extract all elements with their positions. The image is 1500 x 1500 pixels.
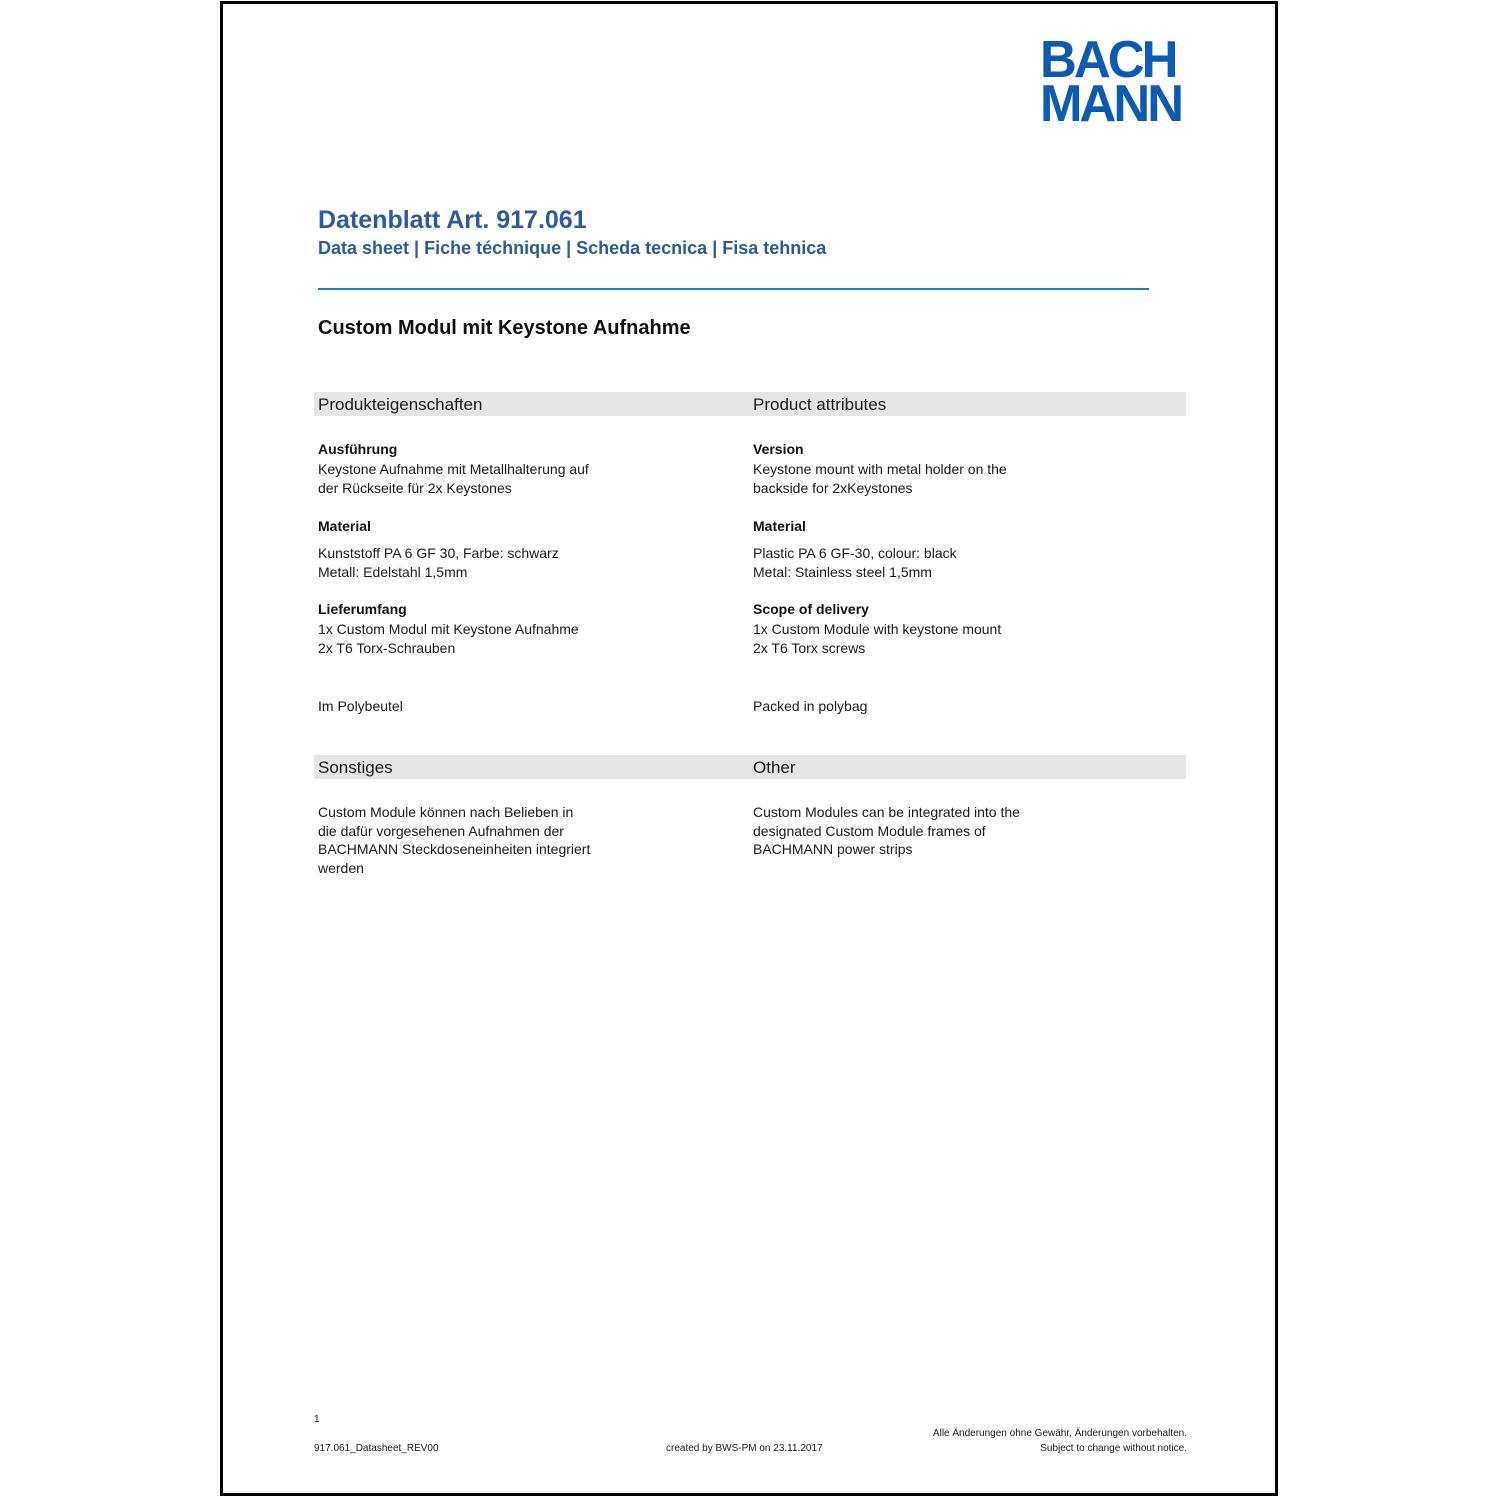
delivery-label-de: Lieferumfang: [318, 601, 407, 617]
section-band-attributes: [314, 392, 1186, 416]
product-name: Custom Modul mit Keystone Aufnahme: [318, 317, 691, 339]
version-label-en: Version: [753, 441, 804, 457]
version-text-en: Keystone mount with metal holder on the backside for 2xKeystones: [753, 461, 1007, 496]
version-text-de: Keystone Aufnahme mit Metallhalterung auf der Rückseite für 2x Keystones: [318, 461, 589, 496]
other-text-de: Custom Module können nach Belieben in die dafür vorgesehenen Aufnahmen der BACHMANN Steckdoseneinheiten integriert werden: [318, 804, 591, 876]
packing-text-en: Packed in polybag: [753, 698, 868, 714]
logo-line-1: BACH: [1040, 31, 1176, 89]
other-heading-en: Other: [753, 758, 796, 777]
footer-created: created by BWS-PM on 23.11.2017: [666, 1443, 823, 1454]
packing-text-de: Im Polybeutel: [318, 698, 403, 714]
material-text-en: Plastic PA 6 GF-30, colour: black Metal: Stainless steel 1,5mm: [753, 545, 957, 580]
section-heading-en: Product attributes: [753, 395, 887, 414]
footer-disclaimer-de: Alle Änderungen ohne Gewähr, Änderungen vorbehalten.: [932, 1428, 1187, 1439]
other-text-en: Custom Modules can be integrated into the designated Custom Module frames of BACHMANN power strips: [753, 804, 1020, 857]
version-label-de: Ausführung: [318, 441, 398, 457]
page-title: Datenblatt Art. 917.061: [318, 206, 587, 234]
logo-line-2: MANN: [1040, 75, 1182, 133]
bachmann-logo: [1040, 31, 1190, 133]
other-heading-de: Sonstiges: [318, 758, 393, 777]
page-subtitle: Data sheet | Fiche téchnique | Scheda tecnica | Fisa tehnica: [318, 238, 827, 258]
material-text-de: Kunststoff PA 6 GF 30, Farbe: schwarz Metall: Edelstahl 1,5mm: [318, 545, 559, 580]
page-number: 1: [314, 1414, 320, 1425]
material-label-de: Material: [318, 518, 371, 534]
material-label-en: Material: [753, 518, 806, 534]
header-divider: [318, 288, 1149, 290]
section-band-other: [314, 755, 1186, 779]
delivery-text-de: 1x Custom Modul mit Keystone Aufnahme 2x T6 Torx-Schrauben: [318, 621, 579, 656]
footer-disclaimer-en: Subject to change without notice.: [1040, 1443, 1187, 1454]
footer-doc-id: 917.061_Datasheet_REV00: [314, 1443, 439, 1454]
section-heading-de: Produkteigenschaften: [318, 395, 483, 414]
delivery-label-en: Scope of delivery: [753, 601, 869, 617]
delivery-text-en: 1x Custom Module with keystone mount 2x T6 Torx screws: [753, 621, 1002, 656]
